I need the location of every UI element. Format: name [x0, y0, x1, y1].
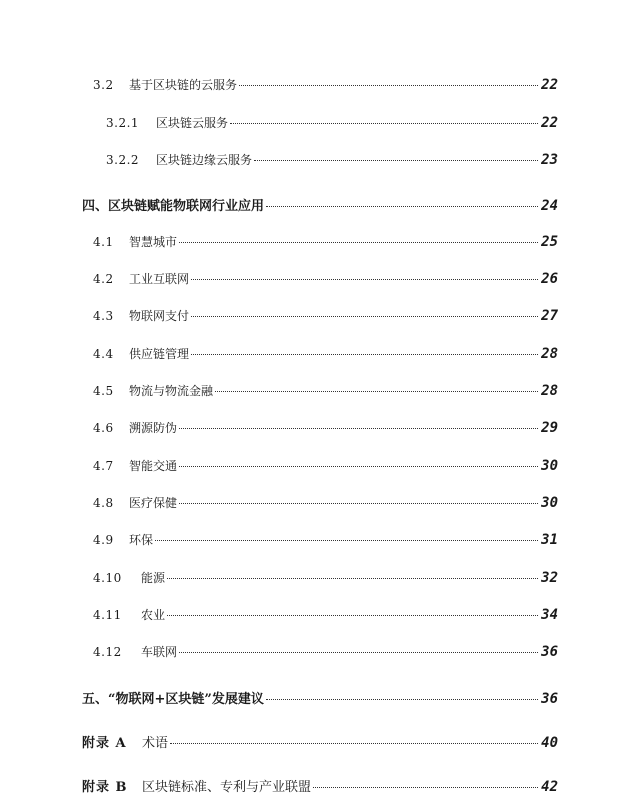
toc-title: 区块链标准、专利与产业联盟 [142, 780, 312, 795]
toc-number: 4.11 [93, 608, 122, 622]
toc-title: 医疗保健 [129, 496, 178, 510]
toc-entry[interactable] [93, 569, 558, 586]
toc-leader [266, 206, 538, 207]
toc-leader [179, 428, 538, 429]
toc-entry[interactable] [93, 606, 558, 623]
toc-title: 智能交通 [129, 459, 178, 473]
toc-number: 4.8 [93, 496, 114, 510]
toc-leader [179, 652, 538, 653]
toc-number: 4.12 [93, 645, 122, 659]
toc-leader [215, 391, 538, 392]
toc-title: 能源 [141, 571, 166, 585]
toc-page-number: 30 [541, 495, 558, 511]
toc-page-number: 22 [541, 115, 558, 131]
toc-number: 3.2 [93, 78, 114, 92]
toc-chapter-entry[interactable] [82, 195, 558, 214]
toc-leader [167, 578, 538, 579]
toc-page-number: 36 [541, 691, 558, 707]
toc-title: 车联网 [141, 645, 178, 659]
toc-page-number: 31 [541, 532, 558, 548]
toc-entry[interactable] [93, 233, 558, 250]
toc-number: 4.10 [93, 571, 122, 585]
toc-page-number: 25 [541, 234, 558, 250]
toc-title: 农业 [141, 608, 166, 622]
toc-number: 3.2.1 [106, 116, 140, 130]
toc-entry[interactable] [106, 151, 558, 168]
toc-leader [167, 615, 538, 616]
toc-page-number: 23 [541, 152, 558, 168]
toc-title: 五、“物联网+区块链”发展建议 [82, 692, 264, 707]
toc-page-number: 28 [541, 383, 558, 399]
toc-entry[interactable] [93, 494, 558, 511]
toc-number: 3.2.2 [106, 153, 140, 167]
toc-entry[interactable] [93, 382, 558, 399]
toc-title: 区块链云服务 [156, 116, 229, 130]
toc-page-number: 28 [541, 346, 558, 362]
toc-leader [230, 123, 538, 124]
toc-appendix-label: 附录 B [82, 780, 128, 795]
toc-entry[interactable] [93, 643, 558, 660]
toc-entry[interactable] [93, 457, 558, 474]
toc-page-number: 27 [541, 308, 558, 324]
toc-entry[interactable] [93, 270, 558, 287]
toc-number: 4.7 [93, 459, 114, 473]
toc-number: 4.5 [93, 384, 114, 398]
toc-title: 智慧城市 [129, 235, 178, 249]
toc-title: 物流与物流金融 [129, 384, 214, 398]
toc-title: 基于区块链的云服务 [129, 78, 238, 92]
toc-page-number: 29 [541, 420, 558, 436]
toc-number: 4.1 [93, 235, 114, 249]
toc-page-number: 24 [541, 198, 558, 214]
toc-number: 4.6 [93, 421, 114, 435]
toc-title: 区块链边缘云服务 [156, 153, 253, 167]
toc-leader [155, 540, 538, 541]
toc-appendix-entry[interactable] [82, 732, 558, 751]
toc-leader [239, 85, 538, 86]
toc-number: 4.2 [93, 272, 114, 286]
toc-title: 供应链管理 [129, 347, 190, 361]
toc-page-number: 40 [541, 735, 558, 751]
toc-appendix-label: 附录 A [82, 736, 127, 751]
toc-entry[interactable] [93, 307, 558, 324]
toc-leader [179, 503, 538, 504]
toc-entry[interactable] [93, 531, 558, 548]
toc-page-number: 36 [541, 644, 558, 660]
toc-entry[interactable] [106, 114, 558, 131]
toc-leader [266, 699, 538, 700]
toc-entry[interactable] [93, 345, 558, 362]
toc-title: 物联网支付 [129, 309, 190, 323]
toc-leader [191, 354, 538, 355]
toc-title: 工业互联网 [129, 272, 190, 286]
toc-page-number: 42 [541, 779, 558, 795]
toc-leader [191, 279, 538, 280]
toc-title: 环保 [129, 533, 154, 547]
toc-entry[interactable] [93, 76, 558, 93]
toc-leader [191, 316, 538, 317]
toc-leader [313, 787, 538, 788]
toc-leader [170, 743, 538, 744]
toc-leader [179, 242, 538, 243]
toc-title: 溯源防伪 [129, 421, 178, 435]
toc-title: 术语 [142, 736, 169, 751]
toc-page-number: 34 [541, 607, 558, 623]
toc-chapter-entry[interactable] [82, 688, 558, 707]
toc-entry[interactable] [93, 419, 558, 436]
toc-page-number: 32 [541, 570, 558, 586]
toc-leader [179, 466, 538, 467]
toc-title: 四、区块链赋能物联网行业应用 [82, 199, 265, 214]
toc-number: 4.3 [93, 309, 114, 323]
toc-leader [254, 160, 538, 161]
toc-page-number: 22 [541, 77, 558, 93]
toc-number: 4.4 [93, 347, 114, 361]
toc-number: 4.9 [93, 533, 114, 547]
toc-page-number: 30 [541, 458, 558, 474]
toc-page-number: 26 [541, 271, 558, 287]
toc-appendix-entry[interactable] [82, 776, 558, 795]
